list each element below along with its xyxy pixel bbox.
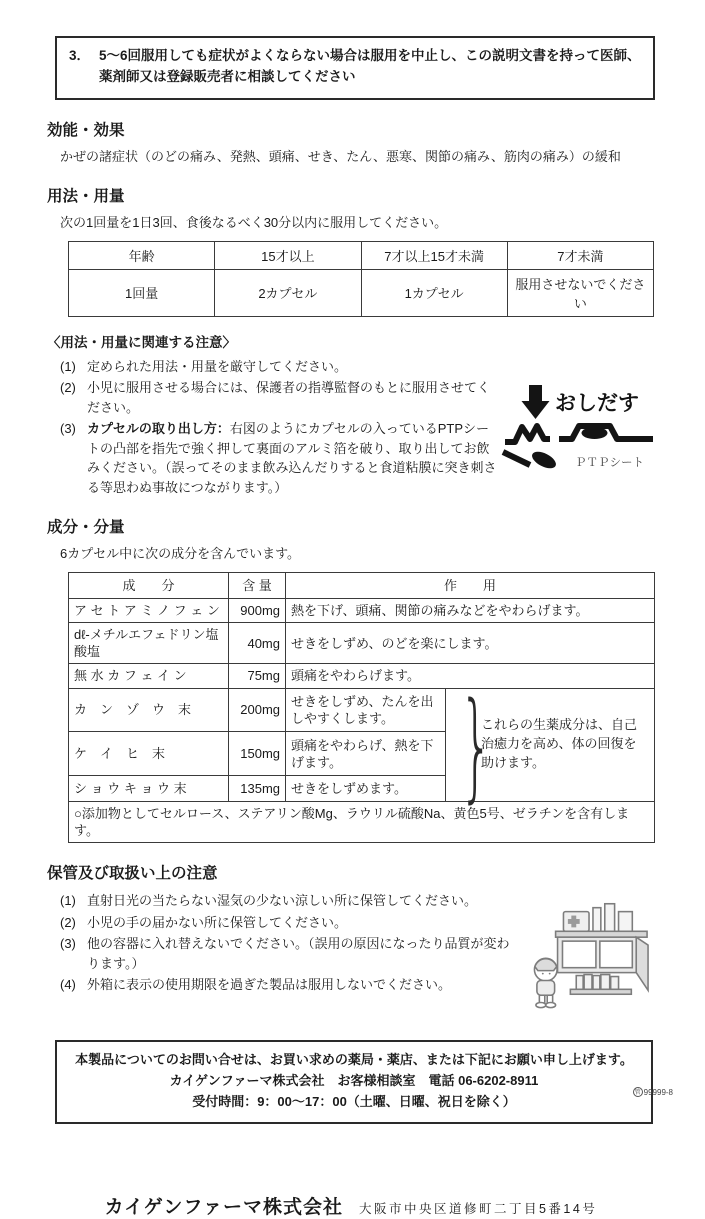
note-text: 外箱に表示の使用期限を過ぎた製品は服用しないでください。	[87, 977, 452, 993]
ingredient-name: カ ン ゾ ウ 末	[69, 688, 229, 732]
ingredient-amount: 75mg	[229, 664, 286, 688]
herbal-note-cell	[446, 675, 655, 814]
ingredients-intro: 6カプセル中に次の成分を含んでいます。	[60, 546, 301, 562]
ingredient-effect: 熱を下げ、頭痛、関節の痛みなどをやわらげます。	[286, 599, 655, 623]
code-circle-mark: 管	[633, 1087, 643, 1097]
note-rest: 右図のようにカプセルの入っているPTPシートの凸部を指先で強く押して裏面のアルミ箔を破り、取り出してお飲みください。（誤ってそのまま飲み込んだりすると食道粘膜に突き刺さる等思わぬ事故につながります。）	[87, 421, 497, 495]
note-lead-bold: カプセルの取り出し方：	[87, 421, 230, 437]
note-number: (1)	[60, 893, 76, 909]
storage-block	[47, 889, 655, 1014]
efficacy-heading: 効能・効果	[47, 121, 125, 139]
storage-illustration	[527, 889, 655, 1014]
ingredients-table	[68, 572, 655, 843]
additive-note-row	[69, 801, 655, 842]
note-text: 定められた用法・用量を厳守してください。	[87, 358, 348, 374]
col-header-amount: 含 量	[229, 572, 286, 598]
note-number: (2)	[60, 914, 76, 930]
ingredient-name: シ ョ ウ キ ョ ウ 末	[69, 776, 229, 802]
ingredients-heading: 成分・分量	[47, 519, 125, 537]
contact-line-3: 受付時間：9：00～17：00（土曜、日曜、祝日を除く）	[192, 1093, 516, 1109]
efficacy-body: かぜの諸症状（のどの痛み、発熱、頭痛、せき、たん、悪寒、関節の痛み、筋肉の痛み）の緩和	[60, 148, 621, 164]
ingredient-row-methylephedrine	[69, 623, 655, 664]
company-address: 大阪市中央区道修町二丁目5番14号	[358, 1201, 598, 1216]
company-name: カイゲンファーマ株式会社	[104, 1196, 343, 1218]
ingredient-row-caffeine	[69, 664, 655, 688]
note-number: (1)	[60, 358, 76, 374]
col-header-effect: 作 用	[286, 572, 655, 598]
ingredient-effect: せきをしずめ、のどを楽にします。	[286, 623, 655, 664]
contact-line-1: 本製品についてのお問い合せは、お買い求めの薬局・薬店、または下記にお願い申し上げます。	[75, 1052, 633, 1068]
ingredient-amount: 200mg	[229, 688, 286, 732]
note-text	[87, 419, 502, 497]
ingredient-amount: 40mg	[229, 623, 286, 664]
additive-note: ○添加物としてセルロース、ステアリン酸Mg、ラウリル硫酸Na、黄色5号、ゼラチンを含有します。	[69, 801, 655, 842]
ingredient-name: ア セ ト ア ミ ノ フ ェ ン	[69, 599, 229, 623]
ingredient-effect: せきをしずめます。	[286, 776, 446, 802]
dosage-notes-list	[47, 355, 502, 498]
dosage-notes-heading: 〈用法・用量に関連する注意〉	[47, 334, 236, 350]
storage-notes-list	[47, 889, 515, 1014]
ingredient-row-acetaminophen	[69, 599, 655, 623]
dosage-cell-dose-label: 1回量	[69, 269, 215, 316]
dosage-cell-dose-7to15: 1カプセル	[361, 269, 507, 316]
ptp-sheet-diagram-icon	[503, 383, 655, 473]
warning-number: 3．	[69, 48, 91, 63]
dosage-intro: 次の1回量を1日3回、食後なるべく30分以内に服用してください。	[60, 215, 448, 231]
col-header-ingredient: 成 分	[69, 572, 229, 598]
ptp-sheet-label: ＰＴＰシート	[575, 456, 644, 469]
dosage-value-row	[69, 269, 654, 316]
ingredient-amount: 135mg	[229, 776, 286, 802]
dosage-note-2	[60, 378, 502, 417]
dosage-cell-age-7to15: 7才以上15才未満	[361, 241, 507, 269]
code-number: 99999-8	[643, 1087, 673, 1097]
dosage-note-1	[60, 357, 502, 377]
note-text: 直射日光の当たらない湿気の少ない涼しい所に保管してください。	[87, 893, 478, 909]
warning-text: 5～6回服用しても症状がよくならない場合は服用を中止し、この説明文書を持って医師、薬剤師又は登録販売者に相談してください	[99, 48, 641, 84]
herbal-note-text: これらの生薬成分は、自己治癒力を高め、体の回復を助けます。	[481, 717, 638, 771]
note-number: (3)	[60, 936, 76, 952]
child-cabinet-icon	[527, 889, 655, 1009]
contact-line-2: カイゲンファーマ株式会社 お客様相談室 電話 06-6202-8911	[169, 1072, 539, 1088]
dosage-cell-dose-15plus: 2カプセル	[215, 269, 361, 316]
dosage-heading: 用法・用量	[47, 188, 125, 206]
ingredient-name: dℓ-メチルエフェドリン塩酸塩	[69, 623, 229, 664]
dosage-notes-block	[47, 355, 655, 498]
document-code	[633, 1087, 673, 1097]
dosage-note-3	[60, 419, 502, 497]
ingredient-amount: 150mg	[229, 732, 286, 776]
note-number: (3)	[60, 421, 76, 437]
note-text: 小児の手の届かない所に保管してください。	[87, 914, 348, 930]
ingredient-name: ケ イ ヒ 末	[69, 732, 229, 776]
ingredient-effect: せきをしずめ、たんを出しやすくします。	[286, 688, 446, 732]
dosage-cell-age-15plus: 15才以上	[215, 241, 361, 269]
note-number: (2)	[60, 380, 76, 396]
ptp-sheet-illustration	[503, 383, 655, 498]
ptp-push-label: おしだす	[555, 391, 639, 415]
storage-note-2	[60, 913, 515, 933]
warning-box	[55, 36, 655, 100]
contact-box	[55, 1040, 653, 1123]
ingredient-effect: 頭痛をやわらげ、熱を下げます。	[286, 732, 446, 776]
ingredient-effect: 頭痛をやわらげます。	[286, 664, 655, 688]
ingredient-name: 無 水 カ フ ェ イ ン	[69, 664, 229, 688]
dosage-table	[68, 241, 654, 317]
brace-icon: }	[459, 675, 494, 814]
ingredients-header-row	[69, 572, 655, 598]
storage-heading: 保管及び取扱い上の注意	[47, 865, 218, 883]
note-text: 小児に服用させる場合には、保護者の指導監督のもとに服用させてください。	[87, 380, 491, 415]
storage-note-3	[60, 934, 515, 973]
ingredient-amount: 900mg	[229, 599, 286, 623]
dosage-header-row	[69, 241, 654, 269]
dosage-cell-age-under7: 7才未満	[507, 241, 653, 269]
storage-note-1	[60, 891, 515, 911]
note-text: 他の容器に入れ替えないでください。（誤用の原因になったり品質が変わります。）	[87, 936, 510, 971]
note-number: (4)	[60, 977, 76, 993]
storage-note-4	[60, 975, 515, 995]
ingredient-row-kanzo	[69, 688, 655, 732]
footer	[47, 1192, 655, 1219]
dosage-cell-age-label: 年齢	[69, 241, 215, 269]
dosage-cell-dose-under7: 服用させないでください	[507, 269, 653, 316]
